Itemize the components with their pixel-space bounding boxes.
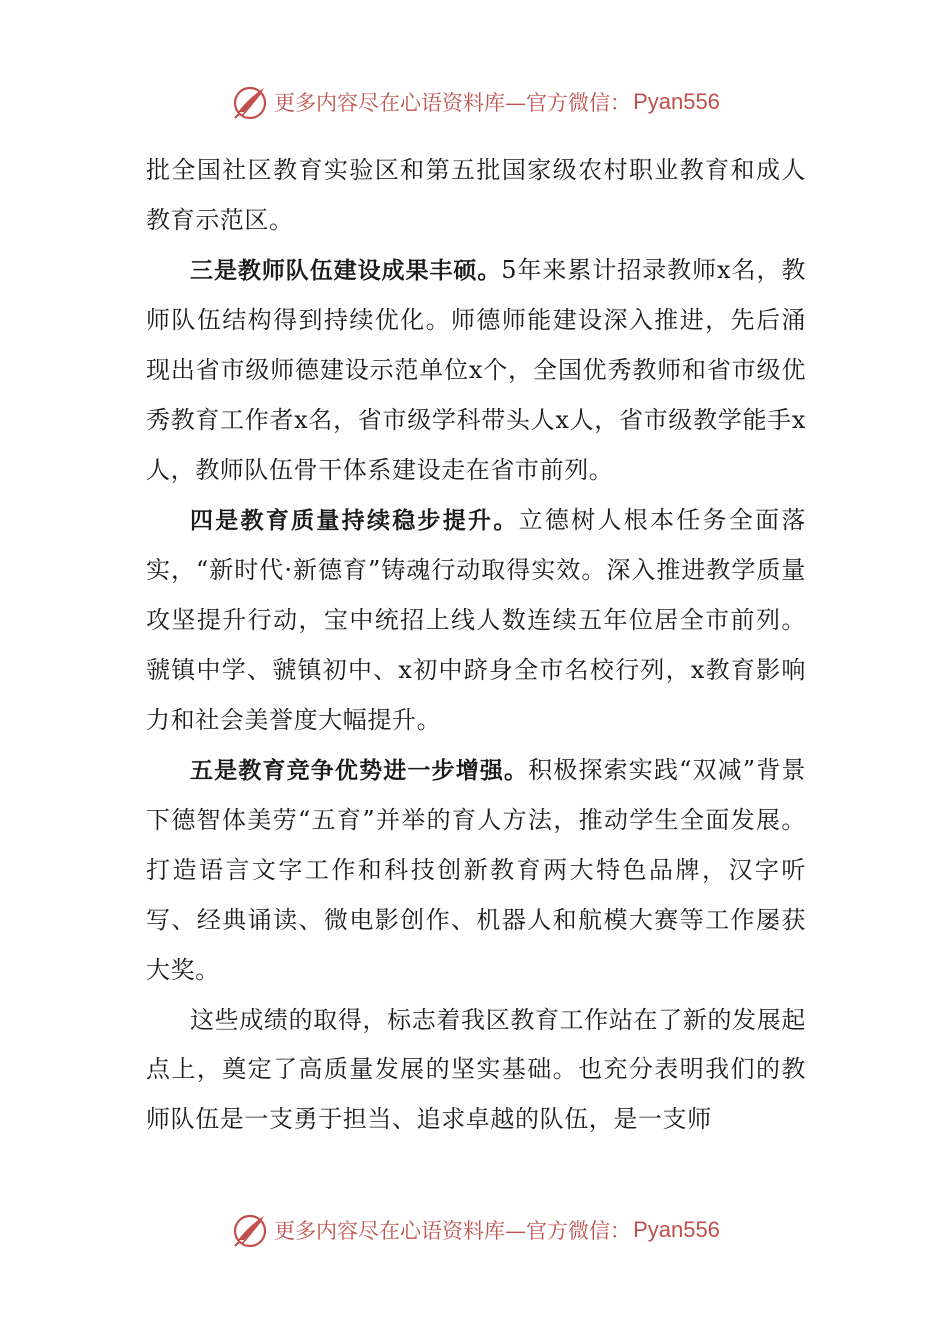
banner-label: 更多内容尽在心语资料库—官方微信： [274,1219,632,1243]
paragraph-text: 立德树人根本任务全面落实，“新时代·新德育”铸魂行动取得实效。深入推进教学质量攻坚提升行动，宝中统招上线人数连续五年位居全市前列。虢镇中学、虢镇初中、x初中跻身全市名校行列，x教育影响力和社会美誉度大幅提升。 [146,505,806,734]
paragraph-continuation [146,146,806,246]
paragraph-teachers [146,246,806,496]
quill-pen-logo-icon [230,1210,270,1250]
header-watermark-banner [0,80,950,124]
paragraph-text: 积极探索实践“双减”背景下德智体美劳“五育”并举的育人方法，推动学生全面发展。打造语言文字工作和科技创新教育两大特色品牌，汉字听写、经典诵读、微电影创作、机器人和航模大赛等工作屡获大奖。 [146,755,806,984]
paragraph-text: 5年来累计招录教师x名，教师队伍结构得到持续优化。师德师能建设深入推进，先后涌现出省市级师德建设示范单位x个，全国优秀教师和省市级优秀教育工作者x名，省市级学科带头人x人，省市级教学能手x人，教师队伍骨干体系建设走在省市前列。 [146,255,806,484]
paragraph-heading: 五是教育竞争优势进一步增强。 [190,757,529,784]
paragraph-summary [146,996,806,1145]
paragraph-text: 批全国社区教育实验区和第五批国家级农村职业教育和成人教育示范区。 [146,156,806,234]
quill-pen-logo-icon [230,82,270,122]
paragraph-text: 这些成绩的取得，标志着我区教育工作站在了新的发展起点上，奠定了高质量发展的坚实基础。也充分表明我们的教师队伍是一支勇于担当、追求卓越的队伍，是一支师 [146,1005,806,1134]
document-body [146,146,806,1145]
banner-label: 更多内容尽在心语资料库—官方微信： [274,91,632,115]
paragraph-heading: 四是教育质量持续稳步提升。 [190,507,519,534]
footer-watermark-banner [0,1208,950,1252]
banner-wechat-handle: Pyan556 [633,89,720,114]
paragraph-quality [146,496,806,746]
paragraph-heading: 三是教师队伍建设成果丰硕。 [190,257,502,284]
paragraph-competition [146,746,806,996]
banner-wechat-handle: Pyan556 [633,1217,720,1242]
